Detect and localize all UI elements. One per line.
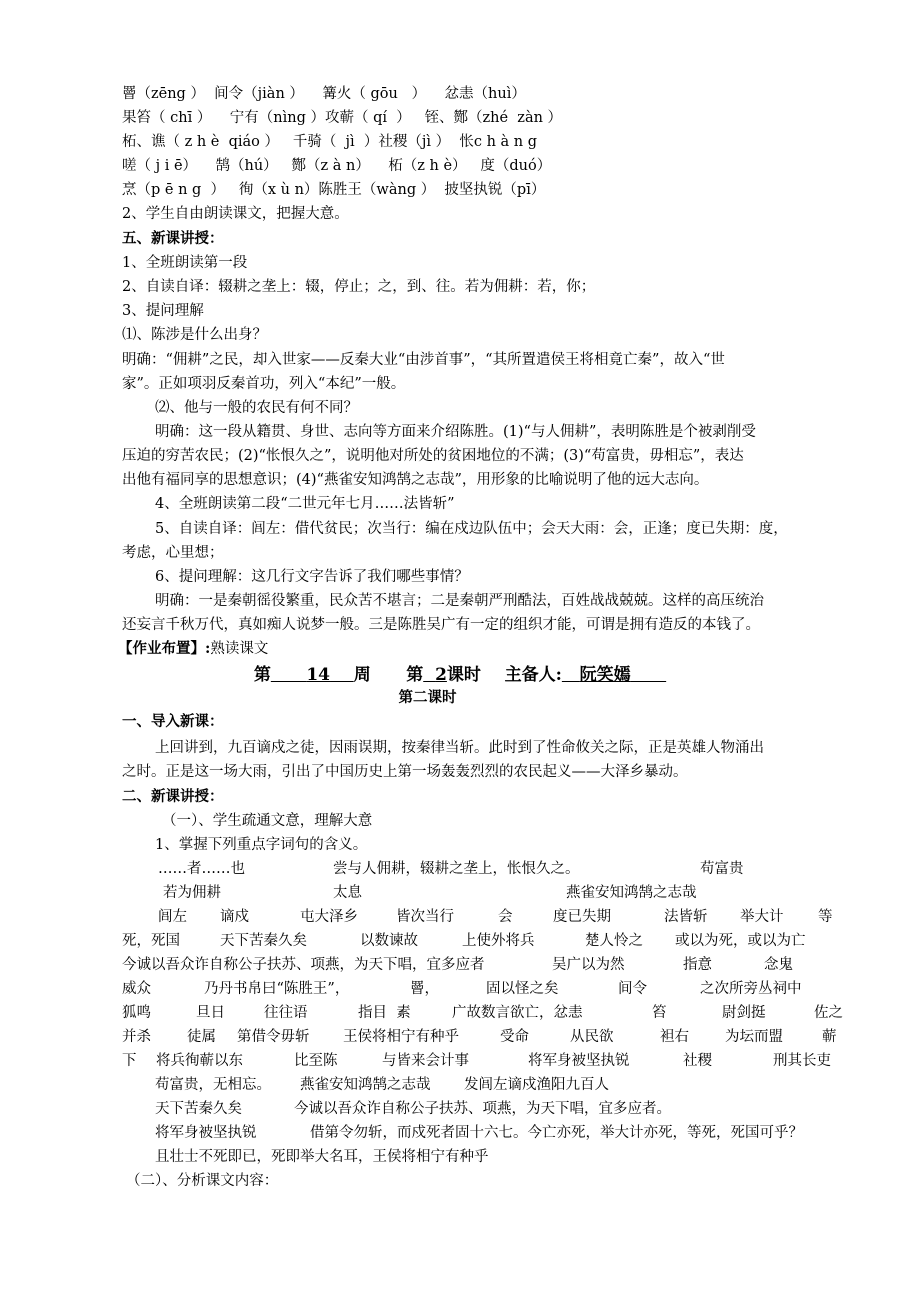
- term: 比至陈: [294, 1053, 338, 1069]
- term: 上使外将兵: [462, 933, 535, 949]
- term: 狐鸣: [122, 1005, 151, 1021]
- term: 燕雀安知鸿鹄之志哉: [300, 1077, 431, 1093]
- question: ⑴、陈涉是什么出身？: [122, 327, 267, 343]
- term: 社稷: [683, 1053, 712, 1069]
- term: 苟富贵: [700, 861, 744, 877]
- term: 太息: [333, 885, 362, 901]
- term: 借第令勿斩，而戍死者固十六七。今亡亦死，举大计亦死，等死，死国可乎？: [310, 1125, 803, 1141]
- term: 天下苦秦久矣: [155, 1101, 242, 1117]
- term: 佐之: [814, 1005, 843, 1021]
- term: 发闾左谪戍渔阳九百人: [464, 1077, 609, 1093]
- term: 第借令毋斩: [237, 1029, 310, 1045]
- part-heading: （一）、学生疏通文意，理解大意: [162, 813, 373, 829]
- pinyin-line: 柘、谯（ z h è qiáo ） 千骑（ jì ）社稷（jì ） 怅c h à n g: [122, 134, 538, 150]
- answer-line: 出他有福同享的思想意识；(4)“燕雀安知鸿鹄之志哉”，用形象的比喻说明了他的远大志向。: [122, 472, 709, 488]
- term: 吴广以为然: [552, 957, 625, 973]
- term: 楚人怜之: [585, 933, 643, 949]
- term: 死，死国: [122, 933, 180, 949]
- term: 度已失期: [553, 909, 611, 925]
- answer-line: 明确：一是秦朝徭役繁重，民众苦不堪言；二是秦朝严刑酷法，百姓战战兢兢。这样的高压统治: [155, 593, 764, 609]
- homework-text: 熟读课文: [210, 641, 269, 657]
- term: 乃丹书帛曰“陈胜王”，: [204, 981, 350, 997]
- term: 并杀: [122, 1029, 151, 1045]
- subtitle: 第二课时: [398, 689, 457, 706]
- term: ……者……也: [158, 861, 245, 877]
- term: 从民欲: [570, 1029, 614, 1045]
- term: 刑其长吏: [773, 1053, 831, 1069]
- term: 指目 素: [358, 1005, 411, 1021]
- term: 今诚以吾众诈自称公子扶苏、项燕，为天下唱，宜多应者: [122, 957, 485, 973]
- term: 举大计: [740, 909, 784, 925]
- term: 受命: [500, 1029, 529, 1045]
- term: 王侯将相宁有种乎: [343, 1029, 459, 1045]
- part-heading: （二）、分析课文内容：: [126, 1173, 279, 1189]
- pinyin-line: 罾（zēng ） 间令（jiàn ） 篝火（ gōu ） 忿恚（huì）: [122, 86, 526, 102]
- term: 苟富贵，无相忘。: [155, 1077, 271, 1093]
- term: 等: [818, 909, 833, 925]
- lesson-header: [0, 663, 920, 687]
- term: 之次所旁丛祠中: [700, 981, 802, 997]
- term: 威众: [122, 981, 151, 997]
- term: 若为佣耕: [163, 885, 221, 901]
- term: 会: [498, 909, 513, 925]
- term: 固以怪之矣: [486, 981, 559, 997]
- week-prefix: 第: [253, 665, 271, 685]
- period-prefix: 第: [406, 665, 424, 685]
- intro-item: 2、学生自由朗读课文，把握大意。: [122, 206, 349, 222]
- pinyin-line: 果笞（ chī ） 宁有（nìng ）攻蕲（ qí ） 铚、酂（zhé zàn ）: [122, 110, 563, 126]
- term: 念鬼: [764, 957, 793, 973]
- lesson-line: 4、全班朗读第二段“二世元年七月……法皆斩”: [155, 496, 455, 512]
- term: 或以为死，或以为亡: [675, 933, 806, 949]
- term: 下: [122, 1053, 137, 1069]
- lesson-line: 2、自读自译：辍耕之垄上：辍，停止；之，到、往。若为佣耕：若，你；: [122, 279, 596, 295]
- term: 旦日: [196, 1005, 225, 1021]
- paragraph-line: 上回讲到，九百谪戍之徒，因雨误期，按秦律当斩。此时到了性命攸关之际，正是英雄人物涌出: [155, 740, 764, 756]
- answer-line: 明确：“佣耕”之民，却入世家——反秦大业“由涉首事”，“其所置遣侯王将相竟亡秦”，故入“世: [122, 352, 725, 368]
- term: 与皆来会计事: [382, 1053, 469, 1069]
- section-heading: 二、新课讲授：: [122, 788, 224, 805]
- paragraph-line: 之时。正是这一场大雨，引出了中国历史上第一场轰轰烈烈的农民起义——大泽乡暴动。: [122, 764, 688, 780]
- week-number: 14: [306, 665, 331, 685]
- term: 法皆斩: [664, 909, 708, 925]
- lesson-line: 1、全班朗读第一段: [122, 255, 248, 271]
- section-heading: 五、新课讲授：: [122, 230, 224, 247]
- lesson-line: 3、提问理解: [122, 303, 204, 319]
- question: ⑵、他与一般的农民有何不同？: [155, 400, 358, 416]
- task-line: 1、掌握下列重点字词句的含义。: [155, 837, 368, 853]
- term: 广故数言欲亡，忿恚: [452, 1005, 583, 1021]
- term: 蕲: [822, 1029, 837, 1045]
- term: 且壮士不死即已，死即举大名耳，王侯将相宁有种乎: [155, 1149, 489, 1165]
- term: 闾左: [158, 909, 187, 925]
- term: 屯大泽乡: [300, 909, 358, 925]
- pinyin-line: 烹（p ē n g ） 徇（x ù n）陈胜王（wàng ） 披坚执锐（pī）: [122, 182, 546, 198]
- term: 以数谏故: [360, 933, 418, 949]
- answer-line: 家”。正如项羽反秦首功，列入“本纪”一般。: [122, 376, 406, 392]
- term: 将军身被坚执锐: [528, 1053, 630, 1069]
- term: 燕雀安知鸿鹄之志哉: [566, 885, 697, 901]
- term: 笞: [652, 1005, 667, 1021]
- term: 为坛而盟: [725, 1029, 783, 1045]
- period-number: 2: [435, 665, 447, 685]
- answer-line: 还妄言千秋万代，真如痴人说梦一般。三是陈胜吴广有一定的组织才能，可谓是拥有造反的本钱了。: [122, 617, 760, 633]
- homework-label: 【作业布置】:: [118, 640, 211, 657]
- answer-line: 压迫的穷苦农民；(2)“怅恨久之”，说明他对所处的贫困地位的不满；(3)“苟富贵，毋相忘”，表达: [122, 448, 744, 464]
- term: 谪戍: [220, 909, 249, 925]
- term: 皆次当行: [396, 909, 454, 925]
- homework: [118, 639, 268, 659]
- answer-line: 明确：这一段从籍贯、身世、志向等方面来介绍陈胜。(1)“与人佣耕”，表明陈胜是个被剥削受: [155, 424, 756, 440]
- term: 将兵徇蕲以东: [156, 1053, 243, 1069]
- term: 今诚以吾众诈自称公子扶苏、项燕，为天下唱，宜多应者。: [294, 1101, 671, 1117]
- section-heading: 一、导入新课：: [122, 713, 224, 730]
- lesson-line: 考虑，心里想；: [122, 545, 224, 561]
- preparer-name: 阮笑嫣: [579, 665, 631, 685]
- pinyin-line: 嗟（ j i ē） 鹄（hú） 酂（z à n） 柘（z h è） 度（duó）: [122, 158, 552, 174]
- lesson-line: 5、自读自译：闾左：借代贫民；次当行：编在戍边队伍中；会天大雨：会，正逢；度已失期：度，: [155, 521, 788, 537]
- week-suffix: 周: [353, 665, 371, 685]
- term: 尝与人佣耕，辍耕之垄上，怅恨久之。: [333, 861, 580, 877]
- period-suffix: 课时: [446, 665, 481, 685]
- lesson-line: 6、提问理解：这几行文字告诉了我们哪些事情？: [155, 569, 469, 585]
- term: 将军身被坚执锐: [155, 1125, 257, 1141]
- term: 尉剑挺: [722, 1005, 766, 1021]
- term: 袒右: [660, 1029, 689, 1045]
- term: 往往语: [264, 1005, 308, 1021]
- term: 罾，: [410, 981, 439, 997]
- term: 间令: [618, 981, 647, 997]
- term: 徒属: [187, 1029, 216, 1045]
- preparer-label: 主备人:: [504, 665, 562, 685]
- term: 天下苦秦久矣: [220, 933, 307, 949]
- term: 指意: [683, 957, 712, 973]
